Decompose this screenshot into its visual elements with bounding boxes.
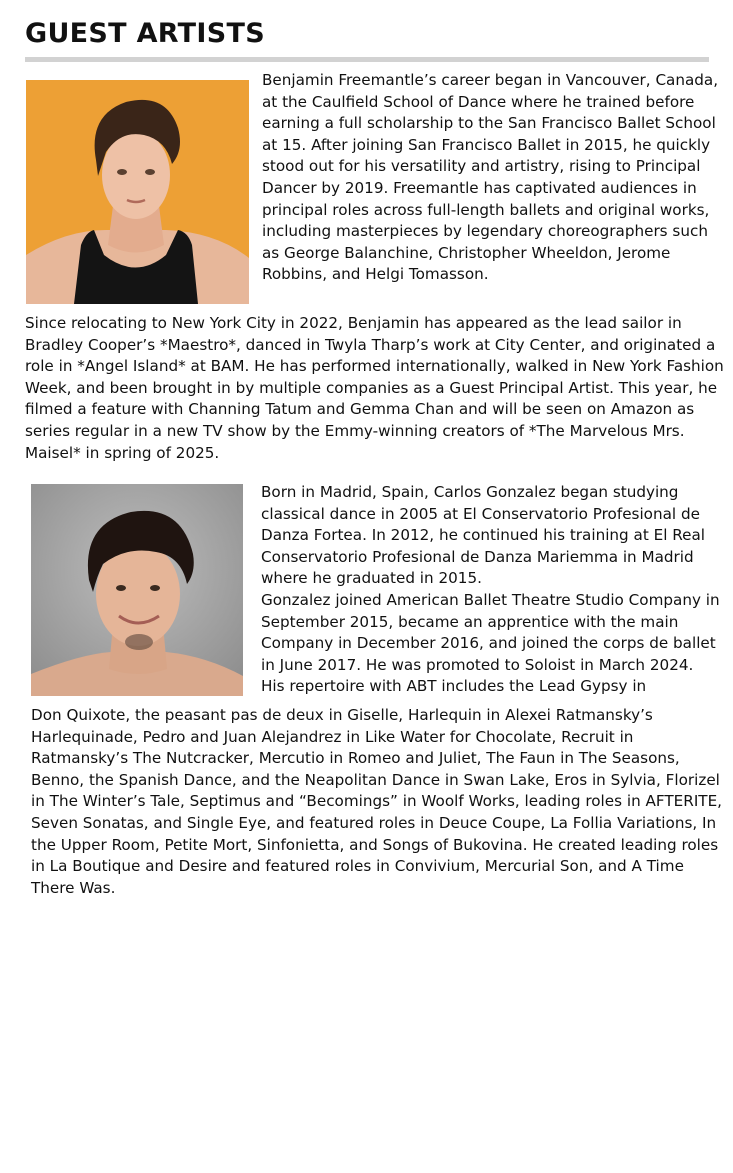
artist-bio-continued: Since relocating to New York City in 2022, Benjamin has appeared as the lead sailor in Bradley Cooper’s *Maestro*, danced in Twyla Tharp’s work at City Center, and originated a role in *Angel Island* at BAM. He has performed internationally, walked in New York Fashion Week, and been brought in by multiple companies as a Guest Principal Artist. This year, he filmed a feature with Channing Tatum and Gemma Chan and will be seen on Amazon as series regular in a new TV show by the Emmy-winning creators of *The Marvelous Mrs. Maisel* in spring of 2025. — [25, 314, 724, 462]
artist-photo-carlos-gonzalez — [31, 484, 243, 696]
artist-bio-intro: Born in Madrid, Spain, Carlos Gonzalez began studying classical dance in 2005 at El Conservatorio Profesional de Danza Fortea. In 2012, he continued his training at El Real Conservatorio Profesional de Danza Mariemma in Madrid where he graduated in 2015. — [261, 483, 705, 588]
portrait-photo-carlos-icon — [31, 484, 243, 696]
artist-photo-benjamin-freemantle — [26, 80, 249, 304]
title-underline — [25, 57, 709, 62]
page-title: GUEST ARTISTS — [25, 18, 265, 49]
artist-bio-intro: Benjamin Freemantle’s career began in Vancouver, Canada, at the Caulfield School of Dance where he trained before earning a full scholarship to the San Francisco Ballet School at 15. After joining San Francisco Ballet in 2015, he quickly stood out for his versatility and artistry, rising to Principal Dancer by 2019. Freemantle has captivated audiences in principal roles across full-length ballets and original works, including masterpieces by legendary choreographers such as George Balanchine, Christopher Wheeldon, Jerome Robbins, and Helgi Tomasson. — [262, 71, 719, 284]
artist-bio-continued: Don Quixote, the peasant pas de deux in Giselle, Harlequin in Alexei Ratmansky’s Harlequinade, Pedro and Juan Alejandrez in Like Water for Chocolate, Recruit in Ratmansky’s The Nutcracker, Mercutio in Romeo and Juliet, The Faun in The Seasons, Benno, the Spanish Dance, and the Neapolitan Dance in Swan Lake, Eros in Sylvia, Florizel in The Winter’s Tale, Septimus and “Becomings” in Woolf Works, leading roles in AFTERITE, Seven Sonatas, and Single Eye, and featured roles in Deuce Coupe, La Follia Variations, In the Upper Room, Petite Mort, Sinfonietta, and Songs of Bukovina. He created leading roles in La Boutique and Desire and featured roles in Convivium, Mercurial Son, and A Time There Was. — [31, 706, 722, 897]
artist-bio-second: Gonzalez joined American Ballet Theatre Studio Company in September 2015, became an apprentice with the main Company in December 2016, and joined the corps de ballet in June 2017. He was promoted to Soloist in March 2024. His repertoire with ABT includes the Lead Gypsy in — [261, 591, 720, 696]
portrait-photo-benjamin-icon — [26, 80, 249, 304]
